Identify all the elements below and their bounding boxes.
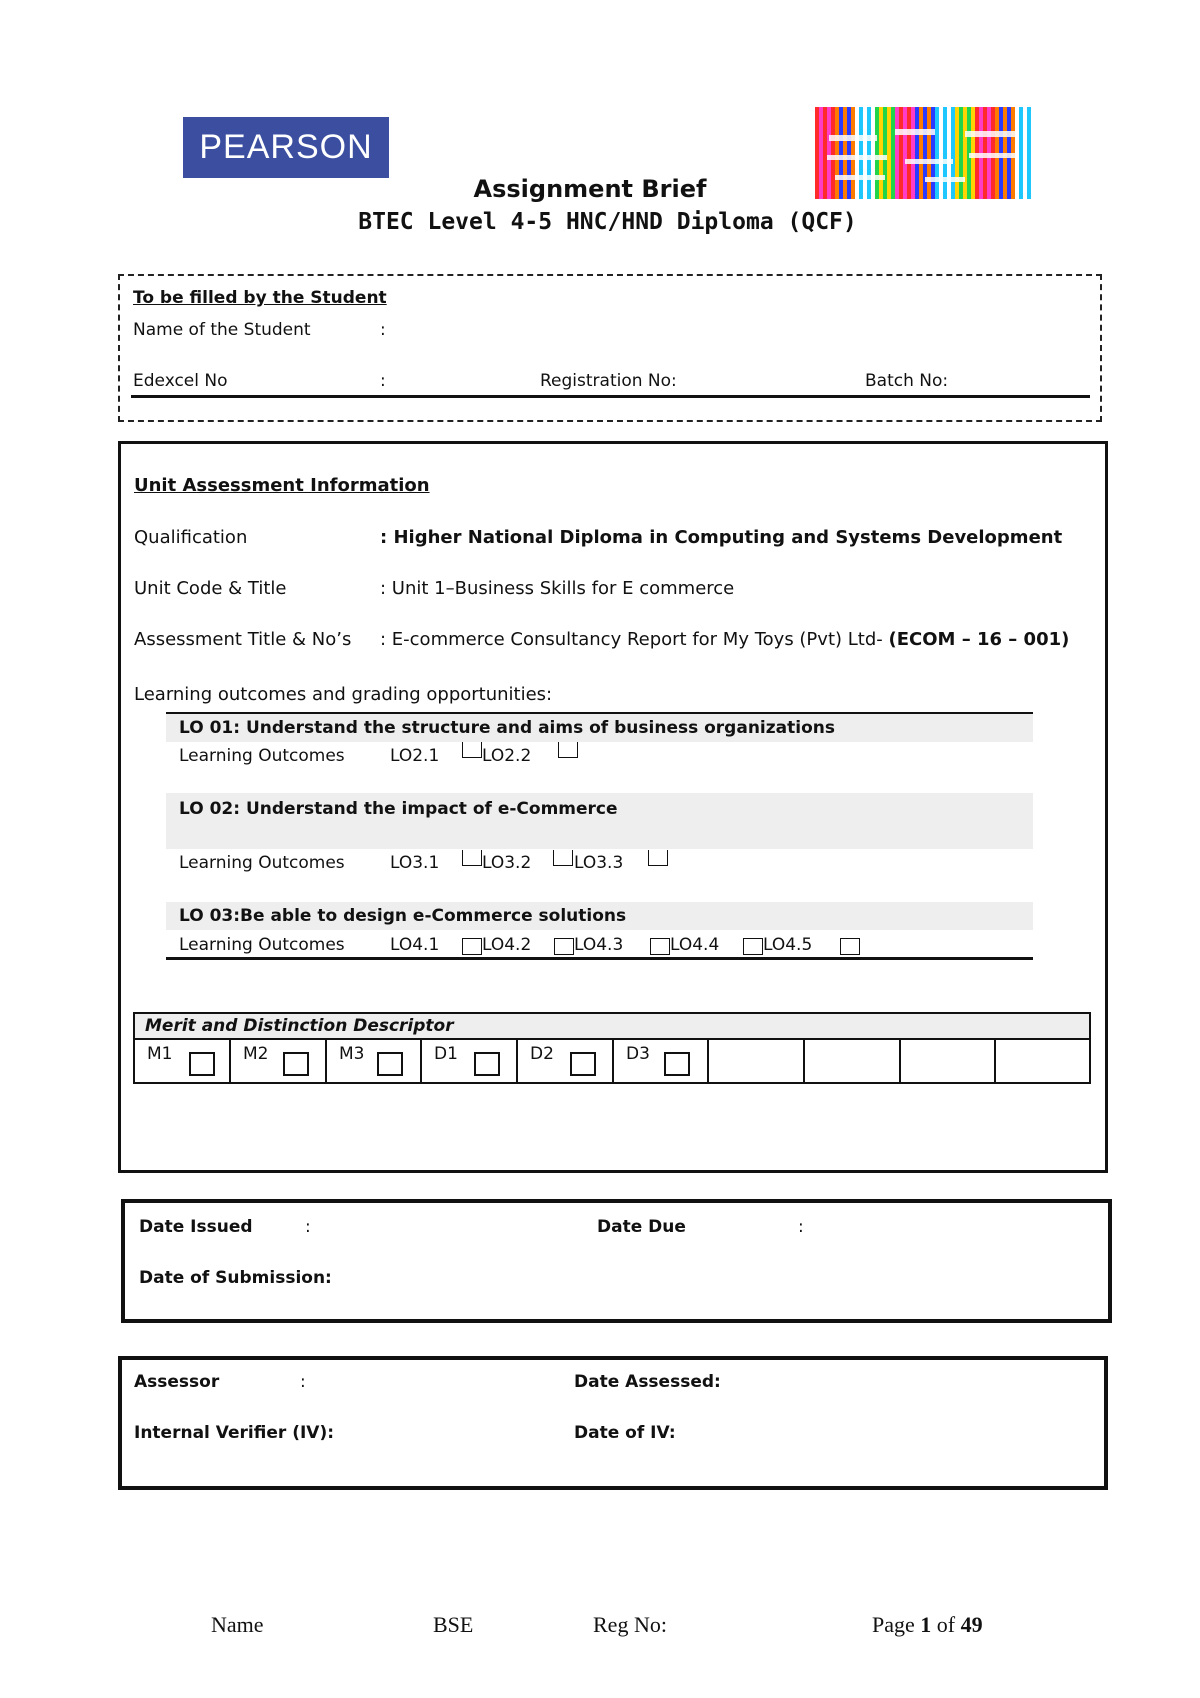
lo3-item-2: LO4.2 bbox=[482, 935, 532, 955]
date-submission-label: Date of Submission: bbox=[139, 1268, 332, 1288]
unit-value: : Unit 1–Business Skills for E commerce bbox=[380, 578, 735, 599]
assessment-code: (ECOM – 16 – 001) bbox=[888, 629, 1070, 650]
lo1-item-2: LO2.2 bbox=[482, 746, 532, 766]
grade-cell-d1 bbox=[422, 1040, 518, 1082]
lo3-title: LO 03:Be able to design e-Commerce solutions bbox=[179, 906, 627, 926]
date-due-label: Date Due bbox=[597, 1217, 686, 1237]
grade-label-d3: D3 bbox=[626, 1044, 650, 1064]
lo1-checkbox-2[interactable] bbox=[558, 742, 578, 758]
grade-checkbox-m3[interactable] bbox=[377, 1052, 403, 1076]
lo3-checkbox-5[interactable] bbox=[840, 938, 860, 955]
date-assessed-label: Date Assessed: bbox=[574, 1372, 721, 1392]
internal-verifier-label: Internal Verifier (IV): bbox=[134, 1423, 335, 1443]
date-of-iv-label: Date of IV: bbox=[574, 1423, 676, 1443]
grade-checkbox-m1[interactable] bbox=[189, 1052, 215, 1076]
date-issued-label: Date Issued bbox=[139, 1217, 253, 1237]
logo-text: PEARSON bbox=[199, 128, 373, 166]
grade-checkbox-m2[interactable] bbox=[283, 1052, 309, 1076]
page-title: Assignment Brief bbox=[473, 175, 707, 203]
grade-checkbox-d1[interactable] bbox=[474, 1052, 500, 1076]
merit-table bbox=[133, 1012, 1091, 1084]
grade-cell-empty-3 bbox=[901, 1040, 996, 1082]
registration-label: Registration No: bbox=[540, 371, 677, 391]
page-subtitle: BTEC Level 4-5 HNC/HND Diploma (QCF) bbox=[358, 209, 857, 235]
lo3-item-3: LO4.3 bbox=[574, 935, 624, 955]
merit-heading-row bbox=[135, 1014, 1089, 1040]
assessment-value: : E-commerce Consultancy Report for My Toys (Pvt) Ltd- bbox=[380, 629, 889, 650]
lo3-row-label: Learning Outcomes bbox=[179, 935, 345, 955]
student-name-colon: : bbox=[380, 320, 386, 340]
date-issued-colon: : bbox=[305, 1217, 311, 1237]
edexcel-colon: : bbox=[380, 371, 386, 391]
lo1-checkbox-1[interactable] bbox=[462, 742, 482, 758]
lo-bottom-rule bbox=[166, 957, 1033, 960]
grade-cell-empty-4 bbox=[996, 1040, 1089, 1082]
lo2-item-1: LO3.1 bbox=[390, 853, 440, 873]
grade-cell-m1 bbox=[135, 1040, 231, 1082]
edexcel-label: Edexcel No bbox=[133, 371, 228, 391]
lo2-checkbox-3[interactable] bbox=[648, 850, 668, 866]
grade-checkbox-d3[interactable] bbox=[664, 1052, 690, 1076]
lo3-checkbox-3[interactable] bbox=[650, 938, 670, 955]
student-name-label: Name of the Student bbox=[133, 320, 311, 340]
page-total: 49 bbox=[960, 1612, 983, 1637]
grade-cell-d3 bbox=[614, 1040, 709, 1082]
grade-cell-empty-2 bbox=[805, 1040, 901, 1082]
qualification-value: : Higher National Diploma in Computing and Systems Development bbox=[380, 527, 1063, 548]
assessment-value-line bbox=[380, 629, 1069, 650]
student-box-heading: To be filled by the Student bbox=[133, 288, 387, 308]
unit-label: Unit Code & Title bbox=[134, 578, 287, 599]
lo3-item-4: LO4.4 bbox=[670, 935, 720, 955]
grade-label-d2: D2 bbox=[530, 1044, 554, 1064]
page-of: of bbox=[931, 1612, 961, 1637]
grade-cell-empty-1 bbox=[709, 1040, 805, 1082]
lo2-checkbox-1[interactable] bbox=[462, 850, 482, 866]
unit-info-heading: Unit Assessment Information bbox=[134, 475, 430, 496]
grade-cell-m3 bbox=[327, 1040, 422, 1082]
footer-name: Name bbox=[211, 1612, 264, 1637]
lo1-item-1: LO2.1 bbox=[390, 746, 440, 766]
qualification-label: Qualification bbox=[134, 527, 248, 548]
grade-label-m1: M1 bbox=[147, 1044, 173, 1064]
page-current: 1 bbox=[920, 1612, 932, 1637]
student-box-rule bbox=[131, 395, 1090, 398]
merit-heading: Merit and Distinction Descriptor bbox=[145, 1016, 454, 1036]
merit-grade-row bbox=[135, 1040, 1089, 1082]
assessor-colon: : bbox=[300, 1372, 306, 1392]
lo3-checkbox-2[interactable] bbox=[554, 938, 574, 955]
grade-cell-m2 bbox=[231, 1040, 327, 1082]
pearson-logo bbox=[183, 117, 389, 178]
lo3-checkbox-4[interactable] bbox=[743, 938, 763, 955]
lo2-item-2: LO3.2 bbox=[482, 853, 532, 873]
assessor-label: Assessor bbox=[134, 1372, 220, 1392]
lo1-row-label: Learning Outcomes bbox=[179, 746, 345, 766]
lo2-checkbox-2[interactable] bbox=[553, 850, 573, 866]
assessment-label: Assessment Title & No’s bbox=[134, 629, 352, 650]
footer-program: BSE bbox=[433, 1612, 474, 1637]
lo3-item-1: LO4.1 bbox=[390, 935, 440, 955]
outcomes-intro: Learning outcomes and grading opportunities: bbox=[134, 684, 553, 705]
lo2-row-label: Learning Outcomes bbox=[179, 853, 345, 873]
lo3-checkbox-1[interactable] bbox=[462, 938, 482, 955]
page-prefix: Page bbox=[872, 1612, 921, 1637]
batch-label: Batch No: bbox=[865, 371, 949, 391]
date-due-colon: : bbox=[798, 1217, 804, 1237]
lo1-title: LO 01: Understand the structure and aims of business organizations bbox=[179, 718, 835, 738]
lo3-item-5: LO4.5 bbox=[763, 935, 813, 955]
lo2-title: LO 02: Understand the impact of e-Commerce bbox=[179, 799, 618, 819]
grade-label-m2: M2 bbox=[243, 1044, 269, 1064]
lo2-item-3: LO3.3 bbox=[574, 853, 624, 873]
footer-reg: Reg No: bbox=[593, 1612, 667, 1637]
grade-checkbox-d2[interactable] bbox=[570, 1052, 596, 1076]
footer-page-number bbox=[872, 1612, 983, 1638]
grade-label-m3: M3 bbox=[339, 1044, 365, 1064]
grade-label-d1: D1 bbox=[434, 1044, 458, 1064]
grade-cell-d2 bbox=[518, 1040, 614, 1082]
